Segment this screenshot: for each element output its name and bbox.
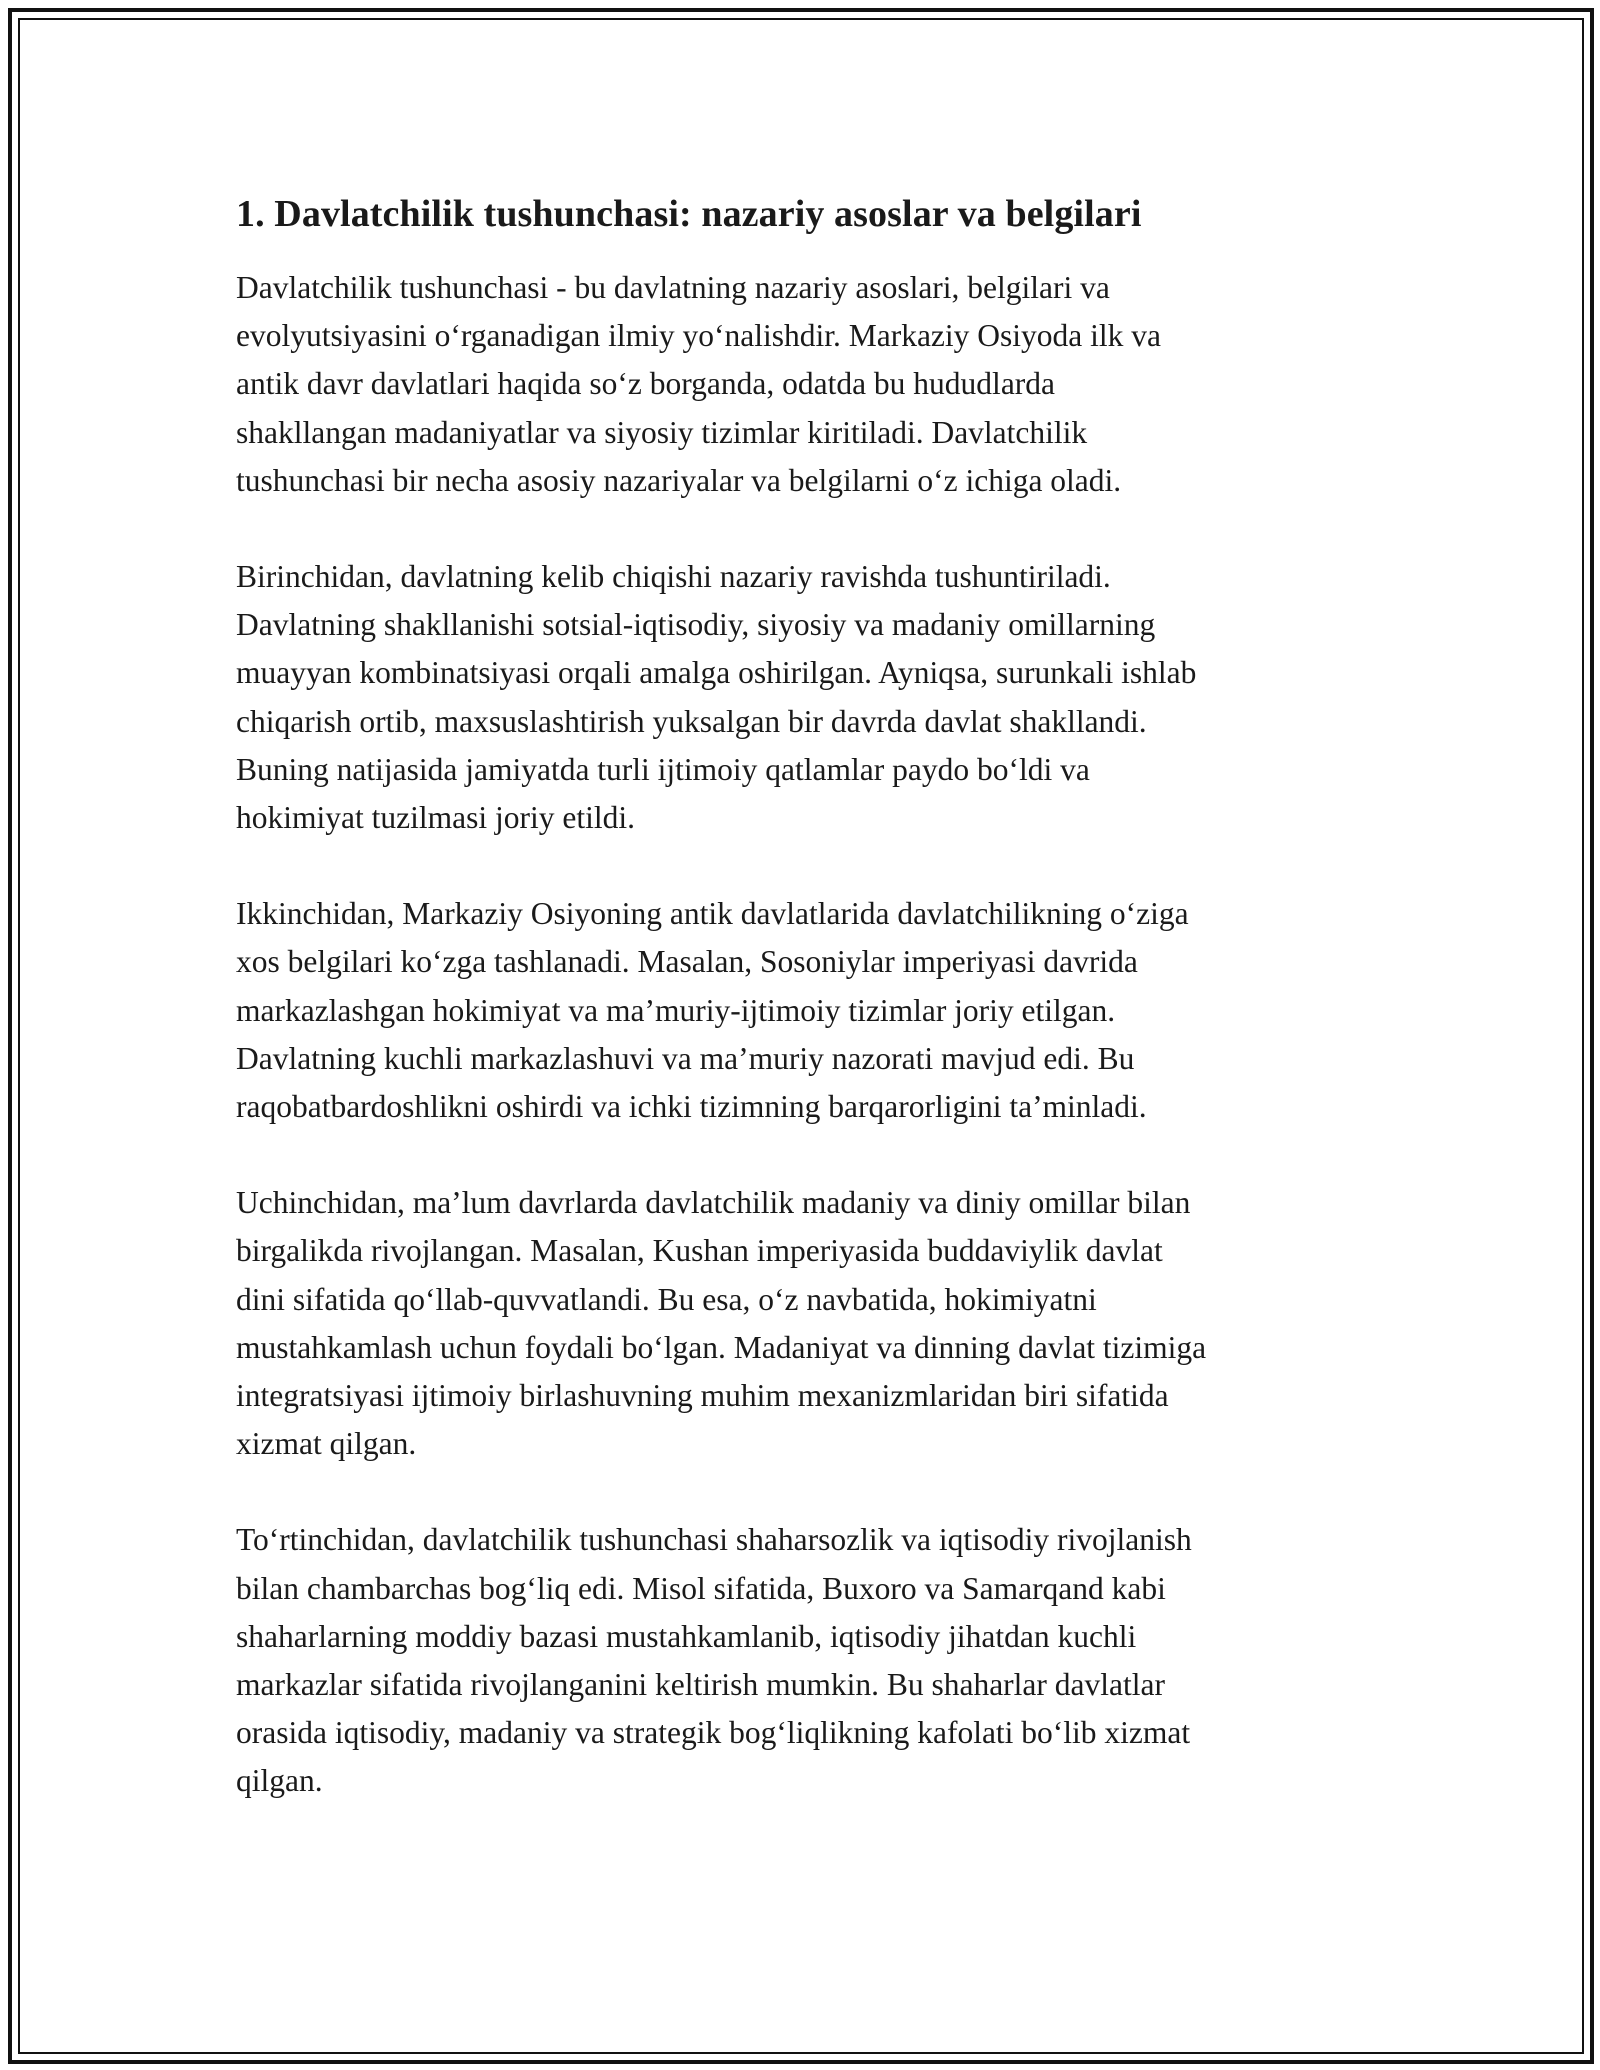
text-line: muayyan kombinatsiyasi orqali amalga oshirilgan. Ayniqsa, surunkali ishlab bbox=[236, 655, 1197, 691]
paragraph-second bbox=[236, 890, 1386, 1131]
text-line: shakllangan madaniyatlar va siyosiy tizimlar kiritiladi. Davlatchilik bbox=[236, 414, 1088, 450]
section-title: 1. Davlatchilik tushunchasi: nazariy asoslar va belgilari bbox=[236, 193, 1142, 235]
text-line: Ikkinchidan, Markaziy Osiyoning antik davlatlarida davlatchilikning o‘ziga bbox=[236, 896, 1189, 932]
text-line: xos belgilari ko‘zga tashlanadi. Masalan, Sosoniylar imperiyasi davrida bbox=[236, 944, 1138, 980]
text-line: birgalikda rivojlangan. Masalan, Kushan imperiyasida buddaviylik davlat bbox=[236, 1233, 1163, 1269]
text-line: Davlatning kuchli markazlashuvi va ma’muriy nazorati mavjud edi. Bu bbox=[236, 1040, 1135, 1076]
text-line: bilan chambarchas bog‘liq edi. Misol sifatida, Buxoro va Samarqand kabi bbox=[236, 1570, 1166, 1606]
text-line: antik davr davlatlari haqida so‘z borganda, odatda bu hududlarda bbox=[236, 366, 1056, 402]
text-line: markazlar sifatida rivojlanganini keltirish mumkin. Bu shaharlar davlatlar bbox=[236, 1667, 1165, 1703]
paragraph-intro bbox=[236, 264, 1386, 505]
paragraph-third bbox=[236, 1179, 1386, 1468]
text-line: Uchinchidan, ma’lum davrlarda davlatchilik madaniy va diniy omillar bilan bbox=[236, 1185, 1191, 1221]
text-line: tushunchasi bir necha asosiy nazariyalar va belgilarni o‘z ichiga oladi. bbox=[236, 462, 1122, 498]
paragraph-first bbox=[236, 553, 1386, 842]
text-line: evolyutsiyasini o‘rganadigan ilmiy yo‘nalishdir. Markaziy Osiyoda ilk va bbox=[236, 318, 1162, 354]
text-line: Birinchidan, davlatning kelib chiqishi nazariy ravishda tushuntiriladi. bbox=[236, 559, 1111, 595]
text-line: Davlatchilik tushunchasi - bu davlatning nazariy asoslari, belgilari va bbox=[236, 270, 1110, 305]
text-line: mustahkamlash uchun foydali bo‘lgan. Madaniyat va dinning davlat tizimiga bbox=[236, 1329, 1207, 1365]
text-line: Buning natijasida jamiyatda turli ijtimoiy qatlamlar paydo bo‘ldi va bbox=[236, 751, 1090, 787]
text-line: orasida iqtisodiy, madaniy va strategik bog‘liqlikning kafolati bo‘lib xizmat bbox=[236, 1715, 1191, 1751]
text-line: chiqarish ortib, maxsuslashtirish yuksalgan bir davrda davlat shakllandi. bbox=[236, 703, 1147, 739]
text-line: shaharlarning moddiy bazasi mustahkamlanib, iqtisodiy jihatdan kuchli bbox=[236, 1618, 1137, 1654]
text-line: To‘rtinchidan, davlatchilik tushunchasi shaharsozlik va iqtisodiy rivojlanish bbox=[236, 1522, 1192, 1558]
text-line: xizmat qilgan. bbox=[236, 1426, 417, 1462]
text-line: markazlashgan hokimiyat va ma’muriy-ijtimoiy tizimlar joriy etilgan. bbox=[236, 992, 1116, 1028]
text-line: integratsiyasi ijtimoiy birlashuvning muhim mexanizmlaridan biri sifatida bbox=[236, 1378, 1169, 1414]
paragraph-fourth bbox=[236, 1516, 1386, 1805]
document-body bbox=[236, 186, 1386, 1854]
text-line: hokimiyat tuzilmasi joriy etildi. bbox=[236, 800, 635, 836]
text-line: dini sifatida qo‘llab-quvvatlandi. Bu esa, o‘z navbatida, hokimiyatni bbox=[236, 1281, 1097, 1317]
text-line: raqobatbardoshlikni oshirdi va ichki tizimning barqarorligini ta’minladi. bbox=[236, 1089, 1147, 1125]
text-line: qilgan. bbox=[236, 1763, 323, 1799]
text-line: Davlatning shakllanishi sotsial-iqtisodiy, siyosiy va madaniy omillarning bbox=[236, 607, 1156, 643]
